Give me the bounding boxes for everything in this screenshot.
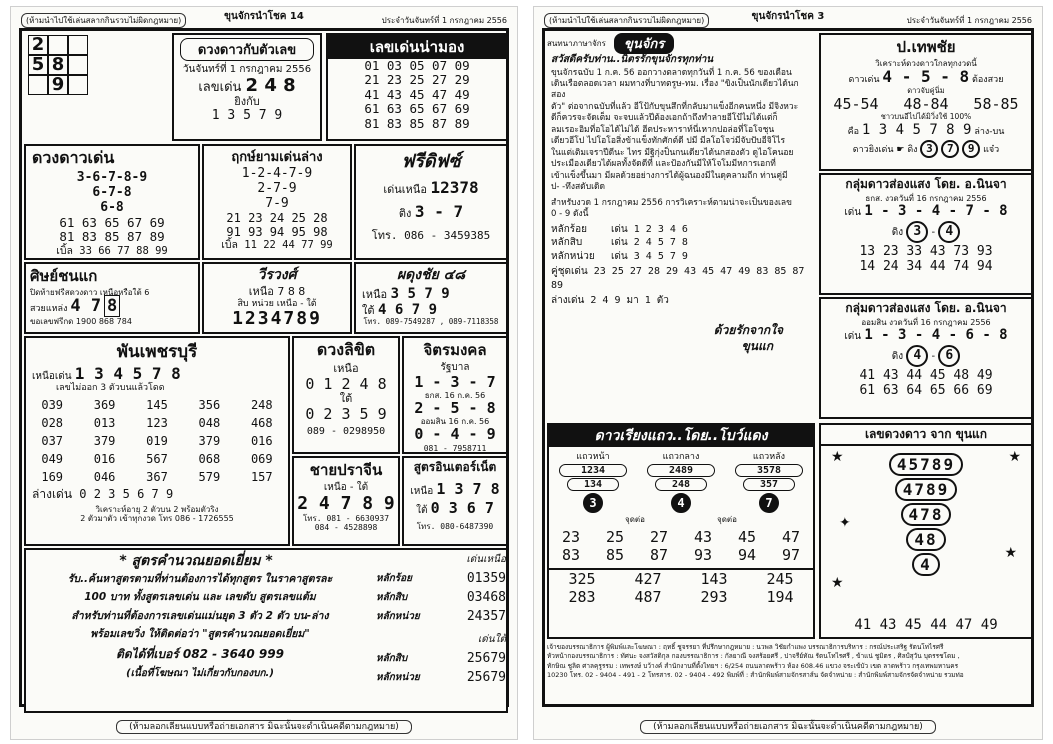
chaipra-box (292, 456, 400, 546)
fortune-bottom: 3 - 7 (414, 202, 464, 222)
bowdaeng-num: 97 (781, 546, 801, 564)
thep-pair: 48-84 (903, 95, 949, 114)
klum1-row: 13 23 33 43 73 93 (859, 244, 993, 260)
klum1-row: 14 24 34 44 74 94 (859, 259, 993, 275)
pointing-hand-icon: ☛ (896, 144, 905, 155)
bowdaeng-num: 27 (649, 528, 669, 546)
ruksa-line: 2-7-9 (257, 180, 297, 196)
left-header (21, 8, 507, 26)
duangdaoden-pair: 61 63 65 67 69 (59, 214, 165, 230)
sutr-pos: หลักสิบ (376, 653, 408, 664)
table-cell: 567 (146, 451, 168, 466)
wirawong-big: 1234789 (232, 307, 322, 329)
grid-cell (48, 35, 68, 55)
fortune-top-label: เด่นเหนือ (383, 183, 427, 196)
editorial-line: เดียวอีโป ไปโอโอสิ่งข้าแข็งทักศักต์ดี ปมี มีลโอโจว่มีจับปับอีจิโไร (551, 136, 786, 147)
fortune-phone: โทร. 086 - 3459385 (371, 228, 491, 242)
table-cell: 068 (198, 451, 221, 466)
lekdenna-box (326, 33, 508, 141)
duangdaoden-line: 3-6-7-8-9 (76, 170, 148, 185)
phanpetch-lead-label: เหนือเด่น (32, 371, 72, 382)
jitmongkol-sub: รัฐบาล (440, 362, 470, 373)
editorial-headline: สวัสดีครับท่าน..นิตรรักขุนจักรทุกท่าน (551, 54, 714, 65)
bowdaeng-box (547, 423, 815, 639)
sutr-line: 100 บาท ทั้งสูตรเลขเด่น และ เลขดับ สูตรเลขแต้ม (84, 591, 316, 604)
thep-lead-label: ดาวเด่น (848, 75, 880, 86)
editorial-box (547, 33, 817, 419)
duanglikit-north: เหนือ (333, 362, 359, 375)
wirawong-box (202, 262, 352, 334)
ruksa-pair: 21 23 24 25 28 (226, 210, 328, 225)
lekdenna-row: 01 03 05 07 09 (364, 58, 470, 73)
bowdaeng-num: 25 (605, 528, 625, 546)
thep-pick-mid: ดิง (907, 144, 918, 155)
editorial-line: ขุนจักรฉบับ 1 ก.ค. 56 ออกวางตลาดทุกวันที่ 1 ก.ค. 56 ของเดือน (551, 67, 792, 78)
thep-run-label: คือ (847, 126, 860, 137)
phanpetch-note1: วิเคราะห์อายุ 2 ตัวบน 2 พร้อมตัวริง (95, 504, 219, 514)
klum2-sub: ออมสิน งวดวันที่ 16 กรกฎาคม 2556 (861, 318, 991, 327)
bowdaeng-col-r1: 2489 (647, 464, 715, 477)
editorial-line: เดินเรือตลอดเวลา ผมทางที่บาทตรูษ-ทม. เรื่อง "ขิงเป็นนักเดียวได้นกสอง (551, 78, 799, 101)
duangdao-lead-label: เลขเด่น (198, 79, 242, 95)
sutrinternet-s: 0 3 6 7 (430, 499, 494, 518)
grid-cell: 5 (28, 55, 48, 75)
editorial-pos: หลักหน่วย (551, 250, 595, 262)
bowdaeng-col-r3: 7 (759, 493, 779, 513)
dash-separator: - (931, 351, 936, 363)
bowdaeng-num: 47 (781, 528, 801, 546)
bowdaeng-jut: จุดต่อ (717, 515, 737, 524)
wirawong-line2: สิบ หน่วย เหนือ - ใต้ (237, 298, 317, 309)
thep-small: ดาวจับคู่นิ่ม (907, 85, 945, 95)
grid-cell (68, 75, 88, 95)
klum1-title: กลุ่มดาวส่องแสง โดย. อ.นินจา (845, 177, 1007, 191)
table-row (26, 468, 288, 486)
table-cell: 356 (198, 397, 221, 412)
right-header (544, 8, 1032, 26)
credits (547, 643, 1029, 681)
klum2-lead: 1 - 3 - 4 - 6 - 8 (864, 327, 1008, 344)
khunkae-title: เลขดวงดาว จาก ขุนแก (821, 425, 1031, 446)
lekdenna-title: เลขเด่นน่ามอง (328, 35, 506, 59)
bowdaeng-col (553, 449, 633, 513)
table-cell: 123 (146, 415, 168, 430)
ruksa-box (202, 144, 352, 260)
duangdao-lead: 2 4 8 (245, 74, 296, 96)
duanglikit-box (292, 336, 400, 454)
klum1-sub: ธกส. งวดวันที่ 16 กรกฎาคม 2556 (865, 194, 987, 203)
bowdaeng-col-label: แถวหน้า (576, 452, 610, 462)
editorial-body (547, 68, 817, 354)
table-cell: 145 (146, 397, 168, 412)
thep-circle: 3 (920, 140, 938, 158)
table-cell: 048 (198, 415, 221, 430)
chaipra-sub: เหนือ - ใต้ (323, 482, 369, 493)
table-cell: 248 (250, 397, 273, 412)
bowdaeng-num: 93 (693, 546, 713, 564)
ruksa-pair: 91 93 94 95 98 (226, 224, 328, 239)
jitmongkol-big1: 1 - 3 - 7 (414, 372, 496, 391)
klum1-lead-label: เด่น (844, 207, 862, 219)
left-footer (11, 719, 517, 733)
table-row (26, 432, 288, 450)
duangdaoden-title: ดวงดาวเด่น (32, 148, 115, 167)
duangdao-title: ดวงดาวกับตัวเลข (180, 38, 314, 61)
bowdaeng-num: 45 (737, 528, 757, 546)
right-page-date: ประจำวันจันทร์ที่ 1 กรกฎาคม 2556 (906, 16, 1032, 25)
right-footer-text: (ห้ามลอกเลียนแบบหรือถ่ายเอกสาร มิฉะนั้นจะดำเนินคดีตามกฎหมาย) (640, 720, 936, 734)
sutr-pos: หลักสิบ (376, 592, 408, 603)
table-cell: 369 (93, 397, 116, 412)
table-cell: 468 (250, 415, 273, 430)
saksak-phone: โทร. 089-7549287 , 089-7118358 (363, 317, 499, 327)
editorial-sign: ด้วยรักจากใจ (713, 322, 783, 337)
klum2-title: กลุ่มดาวส่องแสง โดย. อ.นินจา (845, 301, 1007, 315)
sutr-line: พร้อมเลขวิ่ง ให้ติดต่อว่า "สูตรคำนวณยอดเยี่ยม" (90, 628, 310, 641)
grid-cell: 9 (48, 75, 68, 95)
sutr-line: สำหรับท่านที่ต้องการเลขเด่นแม่นยุด 3 ตัว 2 ตัว บน-ล่าง (71, 609, 329, 622)
table-cell: 046 (93, 469, 116, 484)
grid-cell (28, 75, 48, 95)
thep-sub: วิเคราะห์ดวงดาวใกลทุกงวดนี้ (875, 59, 977, 68)
phanpetch-table (26, 396, 288, 486)
credits-line: เจ้าของบรรณาธิการ ผู้พิมพ์และโฆษณา : ฤทธิ์ ชูจรรยา ที่ปรึกษากฎหมาย : นวพล วิชัยกำแพง บรรณาธิการบริหาร : กรณ์ประเสริฐ รัตนโทไรศรี (547, 643, 944, 651)
jitmongkol-big3: 0 - 4 - 9 (414, 425, 496, 444)
duangdaoden-extra: เบิ้ล 33 66 77 88 99 (56, 244, 168, 257)
duanglikit-top: 0 1 2 4 8 (305, 374, 387, 393)
right-header-note: (ห้ามนำไปใช้เล่นสลากกินรวบไม่ผิดกฎหมาย) (544, 13, 709, 28)
jitmongkol-big2: 2 - 5 - 8 (414, 398, 496, 417)
lucky-grid (28, 35, 88, 95)
duangdao-day: วันจันทร์ที่ 1 กรกฎาคม 2556 (182, 64, 312, 75)
duangdaoden-pair: 81 83 85 87 89 (59, 229, 165, 245)
left-frame (19, 28, 509, 707)
bowdaeng-num: 94 (737, 546, 757, 564)
grid-cell: 8 (48, 55, 68, 75)
editorial-line: ในแต่เติมเจราปีดีนะ ไทร มีฐิกุ่งป็นกนเดียวได้นกสองตัว ดูไอโคนอย (551, 147, 794, 158)
sutrinternet-phone: โทร. 080-6487390 (416, 521, 494, 531)
phanpetch-note2: 2 ตัวมาตัว เข้าทุกงวด โทร 086 - 1726555 (80, 513, 234, 523)
sutr-value: 01359 (466, 571, 506, 586)
star-icon: ★ (1008, 449, 1021, 465)
sutrinternet-box (402, 456, 508, 546)
duanglikit-phone: 089 - 0298950 (306, 425, 386, 437)
fortune-title: ฟรีดิฟซ์ (401, 151, 461, 172)
editorial-pos: หลักร้อย (551, 223, 588, 235)
klum2-row: 61 63 64 65 66 69 (859, 383, 993, 399)
sutr-pos: หลักหน่วย (376, 672, 420, 683)
klum1-lead: 1 - 3 - 4 - 7 - 8 (864, 203, 1008, 220)
right-frame (542, 28, 1034, 707)
editorial-pairs: คู่ชุดเด่น 23 25 27 28 29 43 45 47 49 83 85 87 89 (551, 266, 805, 291)
thep-title: ป.เทพชัย (896, 38, 956, 56)
bowdaeng-three: 487 (634, 588, 662, 606)
thep-box (819, 33, 1033, 171)
klum1-circle: 4 (938, 221, 960, 243)
sutr-lower-label: เด่นใต้ (477, 634, 506, 645)
sutr-line: ติดได้ที่เบอร์ 082 - 3640 999 (116, 646, 284, 661)
sutr-value: 03468 (466, 590, 506, 605)
sitchonkae-lead: 4 7 (70, 296, 102, 317)
table-cell: 169 (41, 469, 64, 484)
bowdaeng-three: 194 (766, 588, 794, 606)
bowdaeng-num: 43 (693, 528, 713, 546)
ruksa-extra: เบิ้ล 11 22 44 77 99 (221, 239, 333, 252)
grid-cell (68, 35, 88, 55)
editorial-val: เด่น 1 2 3 4 6 (611, 223, 688, 235)
khunkae-tri: 478 (901, 503, 952, 526)
sutrinternet-n: 1 3 7 8 (436, 480, 500, 498)
sutr-value: 25679 (466, 651, 506, 666)
bowdaeng-col-r1: 1234 (559, 464, 627, 477)
dash-separator: - (931, 227, 936, 239)
sutr-pos: หลักหน่วย (376, 611, 420, 622)
jitmongkol-d1: ธกส. 16 ก.ค. 56 (424, 390, 486, 400)
klum2-circle: 6 (938, 345, 960, 367)
table-cell: 069 (250, 451, 273, 466)
khunkae-bottom: 41 43 45 44 47 49 (854, 616, 998, 633)
khunkae-tri: 4 (912, 553, 940, 576)
thep-tail: แจ๋ว (983, 144, 1000, 155)
jitmongkol-title: จิตรมงคล (423, 341, 487, 359)
credits-line: หัวหน้ากองบรรณาธิการ : ทัศนะ จงสวัสดิกุล กองบรรณาธิการ : กัลยาณี จงสร้อยศรี , ปาจรีย์ทัณ รัตนโทไรศรี , ข้าแน่ ชูมิตร , ศิลป์สุวัน บุตรรชโดม , (547, 652, 960, 661)
thep-circle: 7 (941, 140, 959, 158)
editorial-line: ป- -ทึงสดับเดิด (551, 182, 606, 193)
saksak-bottom: 4 6 7 9 (378, 302, 438, 319)
sutr-line: รับ..ค้นหาสูตรตามที่ท่านต้องการได้ทุกสูตร ในราคาสูตรละ (67, 573, 333, 585)
sutrinternet-south: ใต้ (416, 505, 428, 517)
bowdaeng-num: 85 (605, 546, 625, 564)
klum1-circle: 3 (906, 221, 928, 243)
credits-line: ทักษิณ ชูลิต ศาลคุรูรรม : เทพรงษ์ บว้างค์ สำนักงานที่ตั้งไทยฯ : 6/254 ถนนลาดพร้าว ห้อง 608.46 แขวง จระเข้บัว เขต ลาดพร้าว กรุงเทพมหานคร (547, 661, 959, 670)
lekdenna-row: 61 63 65 67 69 (364, 101, 470, 117)
table-cell: 379 (93, 433, 116, 448)
ruksa-title: ฤกษ์ยามเด่นล่าง (231, 150, 323, 165)
thep-run-note: ล่าง-บน (974, 126, 1005, 137)
jitmongkol-phone: 081 - 7958711 (423, 443, 487, 453)
sitchonkae-desc: ปิดท้ายฟรีสดวงดาว เหนือหรือใต้ 6 (30, 288, 150, 297)
klum2-row: 41 43 44 45 48 49 (859, 368, 993, 384)
thep-pair: 58-85 (973, 95, 1019, 114)
wirawong-title: วีรวงศ์ (257, 267, 297, 283)
phanpetch-title: พันเพชรบุรี (116, 342, 198, 362)
right-footer (534, 719, 1042, 733)
bowdaeng-three: 143 (700, 570, 728, 588)
table-cell: 037 (41, 433, 64, 448)
bowdaeng-num: 83 (561, 546, 581, 564)
bowdaeng-three: 283 (568, 588, 596, 606)
table-cell: 013 (93, 415, 116, 430)
credits-line: 10230 โทร. 02 - 9404 - 491 - 2 โทรสาร. 02 - 9404 - 492 พิมพ์ที่ : สำนักพิมพ์สามจักรสาส์น จัดจำหน่าย : สำนักพิมพ์สามจักรจัดจำหน่าย รวมท่อ (547, 671, 964, 680)
chaipra-big: 2 4 7 8 9 (297, 492, 395, 514)
thep-lead: 4 - 5 - 8 (882, 67, 970, 87)
editorial-pos: หลักสิบ (551, 237, 583, 249)
table-cell: 028 (41, 415, 64, 430)
duangdaoden-box (24, 144, 200, 260)
fortune-top: 12378 (430, 178, 479, 197)
lekdenna-row: 41 43 45 47 49 (364, 86, 470, 102)
sutr-value: 25679 (466, 670, 506, 685)
grid-cell: 2 (28, 35, 48, 55)
editorial-line: ตัว" ต่อจากฉบับที่แล้ว อีโป้กับขุนสึกที่กลับมาแข็งอีกคนหนึ่ง มีจิงหวะ (551, 101, 799, 112)
sutr-ad-box (24, 548, 508, 713)
chaipra-phone2: 084 - 4528898 (314, 523, 378, 533)
khunkae-box (819, 423, 1033, 639)
phanpetch-lead: 1 3 4 5 7 8 (74, 364, 181, 383)
table-row (26, 450, 288, 468)
sitchonkae-box (24, 262, 200, 334)
bowdaeng-three: 245 (766, 570, 794, 588)
klum2-circle: 4 (906, 345, 928, 367)
bowdaeng-col-r3: 3 (583, 493, 603, 513)
left-page-date: ประจำวันจันทร์ที่ 1 กรกฎาคม 2556 (381, 16, 507, 25)
klum1-box (819, 173, 1033, 295)
star-icon: ★ (831, 575, 844, 591)
table-cell: 579 (198, 469, 221, 484)
duanglikit-title: ดวงลิขิต (316, 340, 376, 359)
saksak-bottom-label: ใต้ (362, 304, 375, 318)
jitmongkol-box (402, 336, 508, 454)
bowdaeng-col-r1: 3578 (735, 464, 803, 477)
phanpetch-bottom: ล่างเด่น 0 2 3 5 6 7 9 (32, 486, 174, 501)
table-cell: 039 (41, 397, 64, 412)
fortune-box (354, 144, 508, 260)
bowdaeng-num: 87 (649, 546, 669, 564)
duanglikit-south: ใต้ (339, 391, 353, 405)
grid-cell (68, 55, 88, 75)
ruksa-line: 7-9 (265, 195, 289, 211)
bowdaeng-col (641, 449, 721, 513)
editorial-low: ล่างเด่น 2 4 9 มา 1 ตัว (551, 295, 669, 307)
right-page (533, 6, 1043, 740)
thep-run: 1 3 4 5 7 8 9 (861, 121, 972, 138)
editorial-tag: สนทนาภาษาจักร (547, 39, 606, 48)
bowdaeng-col-r2: 134 (567, 478, 619, 491)
editorial-intro2: 0 - 9 ดังนี้ (551, 209, 589, 220)
ruksa-line: 1-2-4-7-9 (241, 166, 313, 181)
duanglikit-bottom: 0 2 3 5 9 (305, 404, 387, 423)
khunkae-tri: 4789 (895, 478, 958, 501)
editorial-line: ดีก็ควรจะจัดเต็ม จะจบแล้วปีต้องเอกถ้าถึงทำลายอีโป้ไม่ได้แต่ก็ (551, 113, 778, 124)
sutr-title: * สูตรคำนวณยอดเยี่ยม * (119, 553, 273, 569)
table-cell: 016 (93, 451, 116, 466)
duangdaoden-line: 6-8 (100, 199, 124, 215)
chaipra-phone1: โทร. 081 - 6630937 (302, 514, 390, 524)
thep-pair: 45-54 (833, 95, 879, 114)
table-cell: 379 (198, 433, 221, 448)
editorial-val: เด่น 3 4 5 7 9 (611, 250, 688, 262)
editorial-line: ลมเรอะอิมที่อโอได้ไม่ได้ ฮีตประหาราท์นี่เหากปอล่อที่โอโจชุน (551, 124, 775, 135)
star-icon: ★ (1004, 545, 1017, 561)
bowdaeng-title: ดาวเรียงแถว..โดย..โบว์แดง (549, 425, 813, 447)
bowdaeng-col (729, 449, 809, 513)
left-page-title: ขุนจักรนำโชค 14 (224, 11, 304, 22)
table-cell: 367 (146, 469, 168, 484)
star-icon: ✦ (839, 515, 851, 531)
editorial-intro: สำหรับงวด 1 กรกฎาคม 2556 การวิเคราะห์ตามน่าจะเป็นของเลข (551, 197, 792, 208)
left-page (10, 6, 518, 740)
sutr-upper-label: เด่นเหนือ (466, 554, 506, 565)
jitmongkol-d2: ออมสิน 16 ก.ค. 56 (420, 417, 490, 427)
table-row (26, 396, 288, 414)
khunkae-tri: 45789 (889, 453, 963, 476)
thep-pick-label: ดาวยิงเด่น (852, 144, 894, 155)
bowdaeng-col-r3: 4 (671, 493, 691, 513)
saksak-top: 3 5 7 9 (390, 286, 450, 302)
saksak-title: ผดุงชัย ๔๘ (396, 267, 466, 283)
sitchonkae-boxed: 8 (104, 295, 120, 317)
klum1-pick-label: ดิง (891, 227, 904, 239)
saksak-top-label: เหนือ (362, 288, 388, 301)
lekdenna-row: 21 23 25 27 29 (364, 72, 470, 88)
thep-note: ชาวบนอีไปได้มิวิ่งใช้ 100% (880, 112, 972, 122)
bowdaeng-three: 427 (634, 570, 662, 588)
duangdao-box (172, 33, 322, 141)
sutr-pos: หลักร้อย (376, 573, 413, 584)
bowdaeng-col-label: แถวหลัง (752, 452, 786, 462)
table-cell: 019 (146, 433, 168, 448)
bowdaeng-col-label: แถวกลาง (662, 452, 700, 462)
wirawong-line1: เหนือ 7 8 8 (248, 285, 306, 298)
thep-circle: 9 (962, 140, 980, 158)
sitchonkae-title: ศิษย์ชนแก (30, 267, 98, 285)
saksak-box (354, 262, 508, 334)
khunkae-tri: 48 (906, 528, 945, 551)
sitchonkae-lead-label: สวยแหล่ง (30, 304, 68, 315)
phanpetch-box (24, 336, 290, 546)
duangdao-follow: ยิงกับ (234, 95, 260, 109)
duangdaoden-line: 6-7-8 (92, 184, 132, 200)
bowdaeng-three: 325 (568, 570, 596, 588)
sutrinternet-north: เหนือ (410, 486, 434, 497)
editorial-sign2: ขุนแก (741, 338, 773, 353)
thep-lead-note: ต้องสวย (972, 75, 1004, 86)
left-header-note: (ห้ามนำไปใช้เล่นสลากกินรวบไม่ผิดกฎหมาย) (21, 13, 186, 28)
editorial-line: ประเมืองเดียวได้ผลทั้งจัดดีที่ และป้องกันมีให้โจโมมีหการเอกที่ (551, 159, 776, 170)
editorial-val: เด่น 2 4 5 7 8 (611, 237, 688, 249)
bowdaeng-col-r2: 357 (743, 478, 795, 491)
editorial-logo: ขุนจักร (614, 33, 674, 54)
left-footer-text: (ห้ามลอกเลียนแบบหรือถ่ายเอกสาร มิฉะนั้นจะดำเนินคดีตามกฎหมาย) (116, 720, 412, 734)
lekdenna-row: 81 83 85 87 89 (364, 115, 470, 131)
star-icon: ★ (831, 449, 844, 465)
klum2-lead-label: เด่น (844, 331, 862, 343)
duangdao-set: 1 3 5 7 9 (211, 107, 283, 123)
klum2-pick-label: ดิง (891, 351, 904, 363)
table-row (26, 414, 288, 432)
bowdaeng-jut: จุดต่อ (625, 515, 645, 524)
klum2-box (819, 297, 1033, 419)
bowdaeng-num: 23 (561, 528, 581, 546)
sitchonkae-phone: ขอเลขฟรีกด 1900 868 784 (30, 316, 132, 326)
bowdaeng-three: 293 (700, 588, 728, 606)
editorial-line: เข้าแข็งขึ้นมา มีผลด้วยอย่างการได้ผู้ฉนองมีในดุคลามถีก ท่านคู่มี (551, 170, 788, 181)
table-cell: 016 (250, 433, 273, 448)
table-cell: 157 (250, 469, 273, 484)
phanpetch-sub: เลขไม่ออก 3 ตัวบนแล้วโดด (56, 383, 165, 394)
sutrinternet-title: สูตรอินเตอร์เน็ต (413, 460, 497, 474)
sutr-line: (เนื้อที่โฆษณา ไม่เกี่ยวกับกองบก.) (126, 667, 274, 679)
sutr-value: 24357 (466, 609, 506, 624)
chaipra-title: ชายปราจีน (309, 461, 383, 479)
bowdaeng-col-r2: 248 (655, 478, 707, 491)
right-page-title: ขุนจักรนำโชค 3 (751, 11, 825, 22)
table-cell: 049 (41, 451, 64, 466)
fortune-bottom-label: ติง (398, 207, 412, 221)
